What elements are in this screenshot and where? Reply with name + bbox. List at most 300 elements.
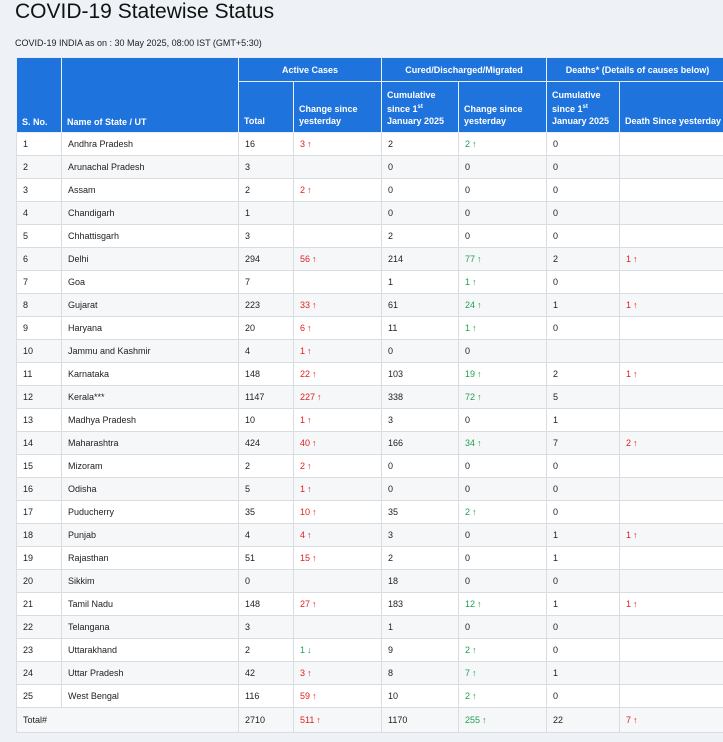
- table-row: [17, 271, 723, 294]
- row-sno: 4: [17, 202, 62, 225]
- row-active-total: 223: [239, 294, 294, 317]
- total-label: Total#: [17, 708, 239, 733]
- arrow-up-icon: ↑: [477, 369, 482, 379]
- cumulative-sup: st: [582, 104, 588, 110]
- row-cured-change: [459, 501, 547, 524]
- cumulative-suffix: January 2025: [387, 116, 445, 126]
- row-death-change-value: 1: [626, 369, 632, 379]
- row-active-change: [294, 409, 382, 432]
- row-active-change-value: 511: [300, 715, 315, 725]
- arrow-up-icon: ↑: [312, 691, 317, 701]
- row-active-total: 5: [239, 478, 294, 501]
- row-active-total: 0: [239, 570, 294, 593]
- row-state-name: Odisha: [62, 478, 239, 501]
- row-cured-change: [459, 593, 547, 616]
- row-active-total: 4: [239, 524, 294, 547]
- row-sno: 15: [17, 455, 62, 478]
- row-cured-cumulative: 103: [382, 363, 459, 386]
- row-cured-change: [459, 685, 547, 708]
- cumulative-sup: st: [417, 104, 423, 110]
- arrow-up-icon: ↑: [477, 438, 482, 448]
- row-active-change-value: 22: [300, 369, 311, 379]
- row-cured-change-value: 34: [465, 438, 476, 448]
- row-active-change: [294, 455, 382, 478]
- row-cured-cumulative: 338: [382, 386, 459, 409]
- row-sno: 23: [17, 639, 62, 662]
- row-death-change: [620, 547, 723, 570]
- row-active-change: [294, 179, 382, 202]
- row-cured-change-value: 77: [465, 254, 476, 264]
- arrow-up-icon: ↑: [312, 507, 317, 517]
- row-deaths-cumulative: 5: [547, 386, 620, 409]
- row-death-change: [620, 202, 723, 225]
- row-active-total: 1: [239, 202, 294, 225]
- row-cured-cumulative: 0: [382, 202, 459, 225]
- row-active-change-value: 40: [300, 438, 311, 448]
- row-active-change: [294, 317, 382, 340]
- row-state-name: Telangana: [62, 616, 239, 639]
- row-cured-cumulative: 2: [382, 225, 459, 248]
- arrow-up-icon: ↑: [312, 599, 317, 609]
- row-active-change-value: 1: [300, 484, 306, 494]
- row-active-total: 148: [239, 593, 294, 616]
- row-active-change: [294, 340, 382, 363]
- row-state-name: Rajasthan: [62, 547, 239, 570]
- table-row: [17, 409, 723, 432]
- row-active-change-value: 1: [300, 346, 306, 356]
- row-active-change: [294, 202, 382, 225]
- table-row: [17, 570, 723, 593]
- row-sno: 19: [17, 547, 62, 570]
- row-active-change: [294, 225, 382, 248]
- row-cured-cumulative: 35: [382, 501, 459, 524]
- row-sno: 5: [17, 225, 62, 248]
- row-cured-cumulative: 1170: [382, 708, 459, 733]
- row-active-change: [294, 501, 382, 524]
- row-death-change: [620, 478, 723, 501]
- row-sno: 11: [17, 363, 62, 386]
- table-row: [17, 248, 723, 271]
- active-cases-group-header: Active Cases: [239, 58, 382, 82]
- row-active-total: 3: [239, 225, 294, 248]
- table-row: [17, 202, 723, 225]
- row-cured-cumulative: 214: [382, 248, 459, 271]
- row-cured-cumulative: 8: [382, 662, 459, 685]
- arrow-up-icon: ↑: [307, 323, 312, 333]
- row-active-change-value: 4: [300, 530, 306, 540]
- row-cured-cumulative: 3: [382, 524, 459, 547]
- row-cured-change: [459, 317, 547, 340]
- row-cured-cumulative: 9: [382, 639, 459, 662]
- row-state-name: Uttarakhand: [62, 639, 239, 662]
- row-cured-change: [459, 386, 547, 409]
- row-state-name: Arunachal Pradesh: [62, 156, 239, 179]
- row-cured-change-value: 0: [465, 622, 471, 632]
- row-cured-change: [459, 432, 547, 455]
- row-death-change: [620, 708, 723, 733]
- cured-group-header: Cured/Discharged/Migrated: [382, 58, 547, 82]
- table-row: [17, 524, 723, 547]
- row-deaths-cumulative: 1: [547, 294, 620, 317]
- row-death-change: [620, 524, 723, 547]
- row-deaths-cumulative: 7: [547, 432, 620, 455]
- row-cured-change-value: 72: [465, 392, 476, 402]
- cumulative-prefix: Cumulative since 1: [552, 90, 601, 114]
- row-cured-cumulative: 10: [382, 685, 459, 708]
- arrow-up-icon: ↑: [307, 461, 312, 471]
- row-cured-cumulative: 2: [382, 547, 459, 570]
- row-active-change-value: 56: [300, 254, 311, 264]
- row-cured-cumulative: 18: [382, 570, 459, 593]
- row-active-total: 42: [239, 662, 294, 685]
- arrow-up-icon: ↑: [472, 139, 477, 149]
- table-row: [17, 294, 723, 317]
- row-cured-change: [459, 271, 547, 294]
- row-cured-change: [459, 409, 547, 432]
- row-state-name: Goa: [62, 271, 239, 294]
- row-active-total: 2: [239, 179, 294, 202]
- row-death-change: [620, 133, 723, 156]
- row-death-change: [620, 271, 723, 294]
- as-of-timestamp: COVID-19 INDIA as on : 30 May 2025, 08:00 IST (GMT+5:30): [15, 38, 262, 48]
- row-active-change: [294, 708, 382, 733]
- row-state-name: Chhattisgarh: [62, 225, 239, 248]
- cumulative-prefix: Cumulative since 1: [387, 90, 436, 114]
- row-death-change: [620, 501, 723, 524]
- row-cured-change-value: 0: [465, 346, 471, 356]
- row-cured-change-value: 0: [465, 162, 471, 172]
- arrow-up-icon: ↑: [312, 300, 317, 310]
- row-cured-cumulative: 1: [382, 271, 459, 294]
- row-cured-change: [459, 639, 547, 662]
- row-active-change: [294, 432, 382, 455]
- row-active-change: [294, 570, 382, 593]
- row-sno: 9: [17, 317, 62, 340]
- table-row: [17, 363, 723, 386]
- row-death-change-value: 1: [626, 300, 632, 310]
- row-cured-change: [459, 662, 547, 685]
- row-cured-change-value: 0: [465, 530, 471, 540]
- row-sno: 3: [17, 179, 62, 202]
- row-sno: 18: [17, 524, 62, 547]
- total-row: [17, 708, 723, 733]
- row-deaths-cumulative: 0: [547, 179, 620, 202]
- table-row: [17, 501, 723, 524]
- row-active-change-value: 3: [300, 139, 306, 149]
- row-active-change-value: 15: [300, 553, 311, 563]
- row-cured-cumulative: 3: [382, 409, 459, 432]
- arrow-up-icon: ↑: [312, 369, 317, 379]
- row-active-change: [294, 685, 382, 708]
- row-sno: 12: [17, 386, 62, 409]
- row-deaths-cumulative: 2: [547, 248, 620, 271]
- row-active-change-value: 1: [300, 645, 306, 655]
- table-row: [17, 616, 723, 639]
- row-active-change-value: 2: [300, 185, 306, 195]
- row-cured-change-value: 2: [465, 691, 471, 701]
- row-cured-cumulative: 0: [382, 156, 459, 179]
- row-active-total: 3: [239, 616, 294, 639]
- row-cured-change-value: 0: [465, 553, 471, 563]
- row-active-change-value: 27: [300, 599, 311, 609]
- row-deaths-cumulative: 0: [547, 455, 620, 478]
- row-cured-cumulative: 183: [382, 593, 459, 616]
- row-active-total: 2: [239, 455, 294, 478]
- row-cured-change: [459, 616, 547, 639]
- table-row: [17, 179, 723, 202]
- row-deaths-cumulative: 0: [547, 156, 620, 179]
- row-state-name: Kerala***: [62, 386, 239, 409]
- row-sno: 2: [17, 156, 62, 179]
- row-state-name: Gujarat: [62, 294, 239, 317]
- row-cured-change: [459, 248, 547, 271]
- arrow-up-icon: ↑: [307, 484, 312, 494]
- arrow-up-icon: ↑: [472, 691, 477, 701]
- row-death-change: [620, 593, 723, 616]
- table-row: [17, 340, 723, 363]
- row-state-name: Tamil Nadu: [62, 593, 239, 616]
- table-row: [17, 133, 723, 156]
- row-cured-cumulative: 166: [382, 432, 459, 455]
- row-sno: 21: [17, 593, 62, 616]
- row-cured-change-value: 0: [465, 231, 471, 241]
- row-active-total: 1147: [239, 386, 294, 409]
- deaths-group-header: Deaths* (Details of causes below): [547, 58, 723, 82]
- row-sno: 17: [17, 501, 62, 524]
- arrow-up-icon: ↑: [307, 530, 312, 540]
- table-row: [17, 317, 723, 340]
- row-active-total: 3: [239, 156, 294, 179]
- row-deaths-cumulative: 0: [547, 570, 620, 593]
- arrow-up-icon: ↑: [482, 715, 487, 725]
- row-active-change: [294, 386, 382, 409]
- row-death-change-value: 1: [626, 254, 632, 264]
- arrow-up-icon: ↑: [633, 530, 638, 540]
- arrow-up-icon: ↑: [472, 277, 477, 287]
- row-active-total: 294: [239, 248, 294, 271]
- row-death-change: [620, 616, 723, 639]
- table-body: [17, 133, 723, 733]
- row-active-change: [294, 478, 382, 501]
- row-state-name: Puducherry: [62, 501, 239, 524]
- row-death-change: [620, 317, 723, 340]
- row-active-total: 35: [239, 501, 294, 524]
- row-cured-change: [459, 363, 547, 386]
- row-cured-change-value: 0: [465, 185, 471, 195]
- row-cured-change-value: 2: [465, 507, 471, 517]
- row-state-name: Sikkim: [62, 570, 239, 593]
- row-death-change: [620, 409, 723, 432]
- row-active-change-value: 6: [300, 323, 306, 333]
- row-active-change-value: 3: [300, 668, 306, 678]
- row-state-name: Assam: [62, 179, 239, 202]
- arrow-up-icon: ↑: [307, 139, 312, 149]
- arrow-up-icon: ↑: [633, 369, 638, 379]
- arrow-up-icon: ↑: [472, 507, 477, 517]
- page-title: COVID-19 Statewise Status: [15, 0, 275, 23]
- arrow-up-icon: ↑: [307, 668, 312, 678]
- row-sno: 1: [17, 133, 62, 156]
- col-sno-header: S. No.: [17, 58, 62, 133]
- col-death-since-header: Death Since yesterday: [620, 82, 723, 133]
- row-cured-change-value: 0: [465, 461, 471, 471]
- row-death-change: [620, 685, 723, 708]
- row-active-change-value: 2: [300, 461, 306, 471]
- row-cured-change-value: 19: [465, 369, 476, 379]
- row-deaths-cumulative: 0: [547, 271, 620, 294]
- table-row: [17, 662, 723, 685]
- row-cured-change: [459, 455, 547, 478]
- row-cured-change: [459, 570, 547, 593]
- arrow-up-icon: ↑: [472, 645, 477, 655]
- row-state-name: Mizoram: [62, 455, 239, 478]
- row-cured-cumulative: 2: [382, 133, 459, 156]
- row-deaths-cumulative: 0: [547, 685, 620, 708]
- row-deaths-cumulative: 1: [547, 409, 620, 432]
- row-cured-cumulative: 0: [382, 340, 459, 363]
- row-sno: 22: [17, 616, 62, 639]
- row-cured-change-value: 0: [465, 576, 471, 586]
- row-active-change: [294, 639, 382, 662]
- row-state-name: Andhra Pradesh: [62, 133, 239, 156]
- table-row: [17, 156, 723, 179]
- arrow-up-icon: ↑: [307, 185, 312, 195]
- arrow-up-icon: ↑: [633, 254, 638, 264]
- row-deaths-cumulative: [547, 340, 620, 363]
- arrow-up-icon: ↑: [633, 599, 638, 609]
- row-active-total: 4: [239, 340, 294, 363]
- row-active-total: 2710: [239, 708, 294, 733]
- statewise-table: [16, 57, 723, 733]
- row-cured-change-value: 0: [465, 415, 471, 425]
- row-deaths-cumulative: 0: [547, 225, 620, 248]
- arrow-up-icon: ↑: [316, 715, 321, 725]
- row-cured-change-value: 7: [465, 668, 471, 678]
- row-sno: 16: [17, 478, 62, 501]
- arrow-up-icon: ↑: [312, 438, 317, 448]
- col-active-change-header: Change since yesterday: [294, 82, 382, 133]
- table-row: [17, 478, 723, 501]
- table-row: [17, 225, 723, 248]
- row-active-change-value: 1: [300, 415, 306, 425]
- row-cured-cumulative: 0: [382, 478, 459, 501]
- row-cured-change-value: 255: [465, 715, 481, 725]
- row-active-change: [294, 662, 382, 685]
- row-state-name: Jammu and Kashmir: [62, 340, 239, 363]
- row-cured-change-value: 1: [465, 277, 471, 287]
- row-active-total: 148: [239, 363, 294, 386]
- row-cured-cumulative: 11: [382, 317, 459, 340]
- row-active-change: [294, 294, 382, 317]
- row-deaths-cumulative: 1: [547, 547, 620, 570]
- col-active-total-header: Total: [239, 82, 294, 133]
- row-active-total: 7: [239, 271, 294, 294]
- table-row: [17, 547, 723, 570]
- row-deaths-cumulative: 1: [547, 524, 620, 547]
- row-death-change-value: 2: [626, 438, 632, 448]
- row-sno: 14: [17, 432, 62, 455]
- row-active-total: 16: [239, 133, 294, 156]
- row-deaths-cumulative: 1: [547, 593, 620, 616]
- table-row: [17, 593, 723, 616]
- row-active-change: [294, 156, 382, 179]
- row-state-name: Punjab: [62, 524, 239, 547]
- row-death-change: [620, 248, 723, 271]
- row-death-change-value: 1: [626, 530, 632, 540]
- row-active-change-value: 59: [300, 691, 311, 701]
- arrow-up-icon: ↑: [633, 715, 638, 725]
- row-active-total: 51: [239, 547, 294, 570]
- row-death-change: [620, 386, 723, 409]
- arrow-up-icon: ↑: [477, 254, 482, 264]
- row-sno: 7: [17, 271, 62, 294]
- row-active-change-value: 33: [300, 300, 311, 310]
- row-deaths-cumulative: 0: [547, 639, 620, 662]
- row-deaths-cumulative: 0: [547, 133, 620, 156]
- row-cured-change-value: 0: [465, 208, 471, 218]
- row-cured-change: [459, 133, 547, 156]
- cumulative-suffix: January 2025: [552, 116, 610, 126]
- row-death-change: [620, 340, 723, 363]
- row-active-change: [294, 271, 382, 294]
- row-cured-cumulative: 1: [382, 616, 459, 639]
- row-deaths-cumulative: 0: [547, 317, 620, 340]
- arrow-up-icon: ↑: [317, 392, 322, 402]
- row-sno: 13: [17, 409, 62, 432]
- row-active-change: [294, 593, 382, 616]
- row-active-change: [294, 547, 382, 570]
- col-deaths-cumulative-header: [547, 82, 620, 133]
- row-deaths-cumulative: 0: [547, 202, 620, 225]
- col-cured-change-header: Change since yesterday: [459, 82, 547, 133]
- row-death-change: [620, 294, 723, 317]
- row-cured-change: [459, 225, 547, 248]
- row-cured-change-value: 1: [465, 323, 471, 333]
- row-state-name: Delhi: [62, 248, 239, 271]
- table-row: [17, 639, 723, 662]
- row-cured-change: [459, 156, 547, 179]
- row-sno: 6: [17, 248, 62, 271]
- row-sno: 25: [17, 685, 62, 708]
- row-active-total: 20: [239, 317, 294, 340]
- row-state-name: Karnataka: [62, 363, 239, 386]
- arrow-up-icon: ↑: [312, 553, 317, 563]
- row-deaths-cumulative: 0: [547, 478, 620, 501]
- row-death-change: [620, 225, 723, 248]
- arrow-up-icon: ↑: [477, 392, 482, 402]
- arrow-up-icon: ↑: [307, 346, 312, 356]
- row-sno: 24: [17, 662, 62, 685]
- arrow-up-icon: ↑: [472, 668, 477, 678]
- header-group-row: [17, 58, 723, 82]
- row-deaths-cumulative: 22: [547, 708, 620, 733]
- row-cured-change-value: 2: [465, 645, 471, 655]
- row-death-change: [620, 639, 723, 662]
- arrow-up-icon: ↑: [633, 438, 638, 448]
- row-cured-change: [459, 179, 547, 202]
- row-death-change-value: 7: [626, 715, 632, 725]
- row-cured-change: [459, 340, 547, 363]
- row-active-change: [294, 616, 382, 639]
- row-active-total: 2: [239, 639, 294, 662]
- arrow-up-icon: ↑: [633, 300, 638, 310]
- row-death-change: [620, 432, 723, 455]
- row-state-name: Haryana: [62, 317, 239, 340]
- row-active-total: 116: [239, 685, 294, 708]
- row-deaths-cumulative: 0: [547, 501, 620, 524]
- row-sno: 10: [17, 340, 62, 363]
- row-sno: 20: [17, 570, 62, 593]
